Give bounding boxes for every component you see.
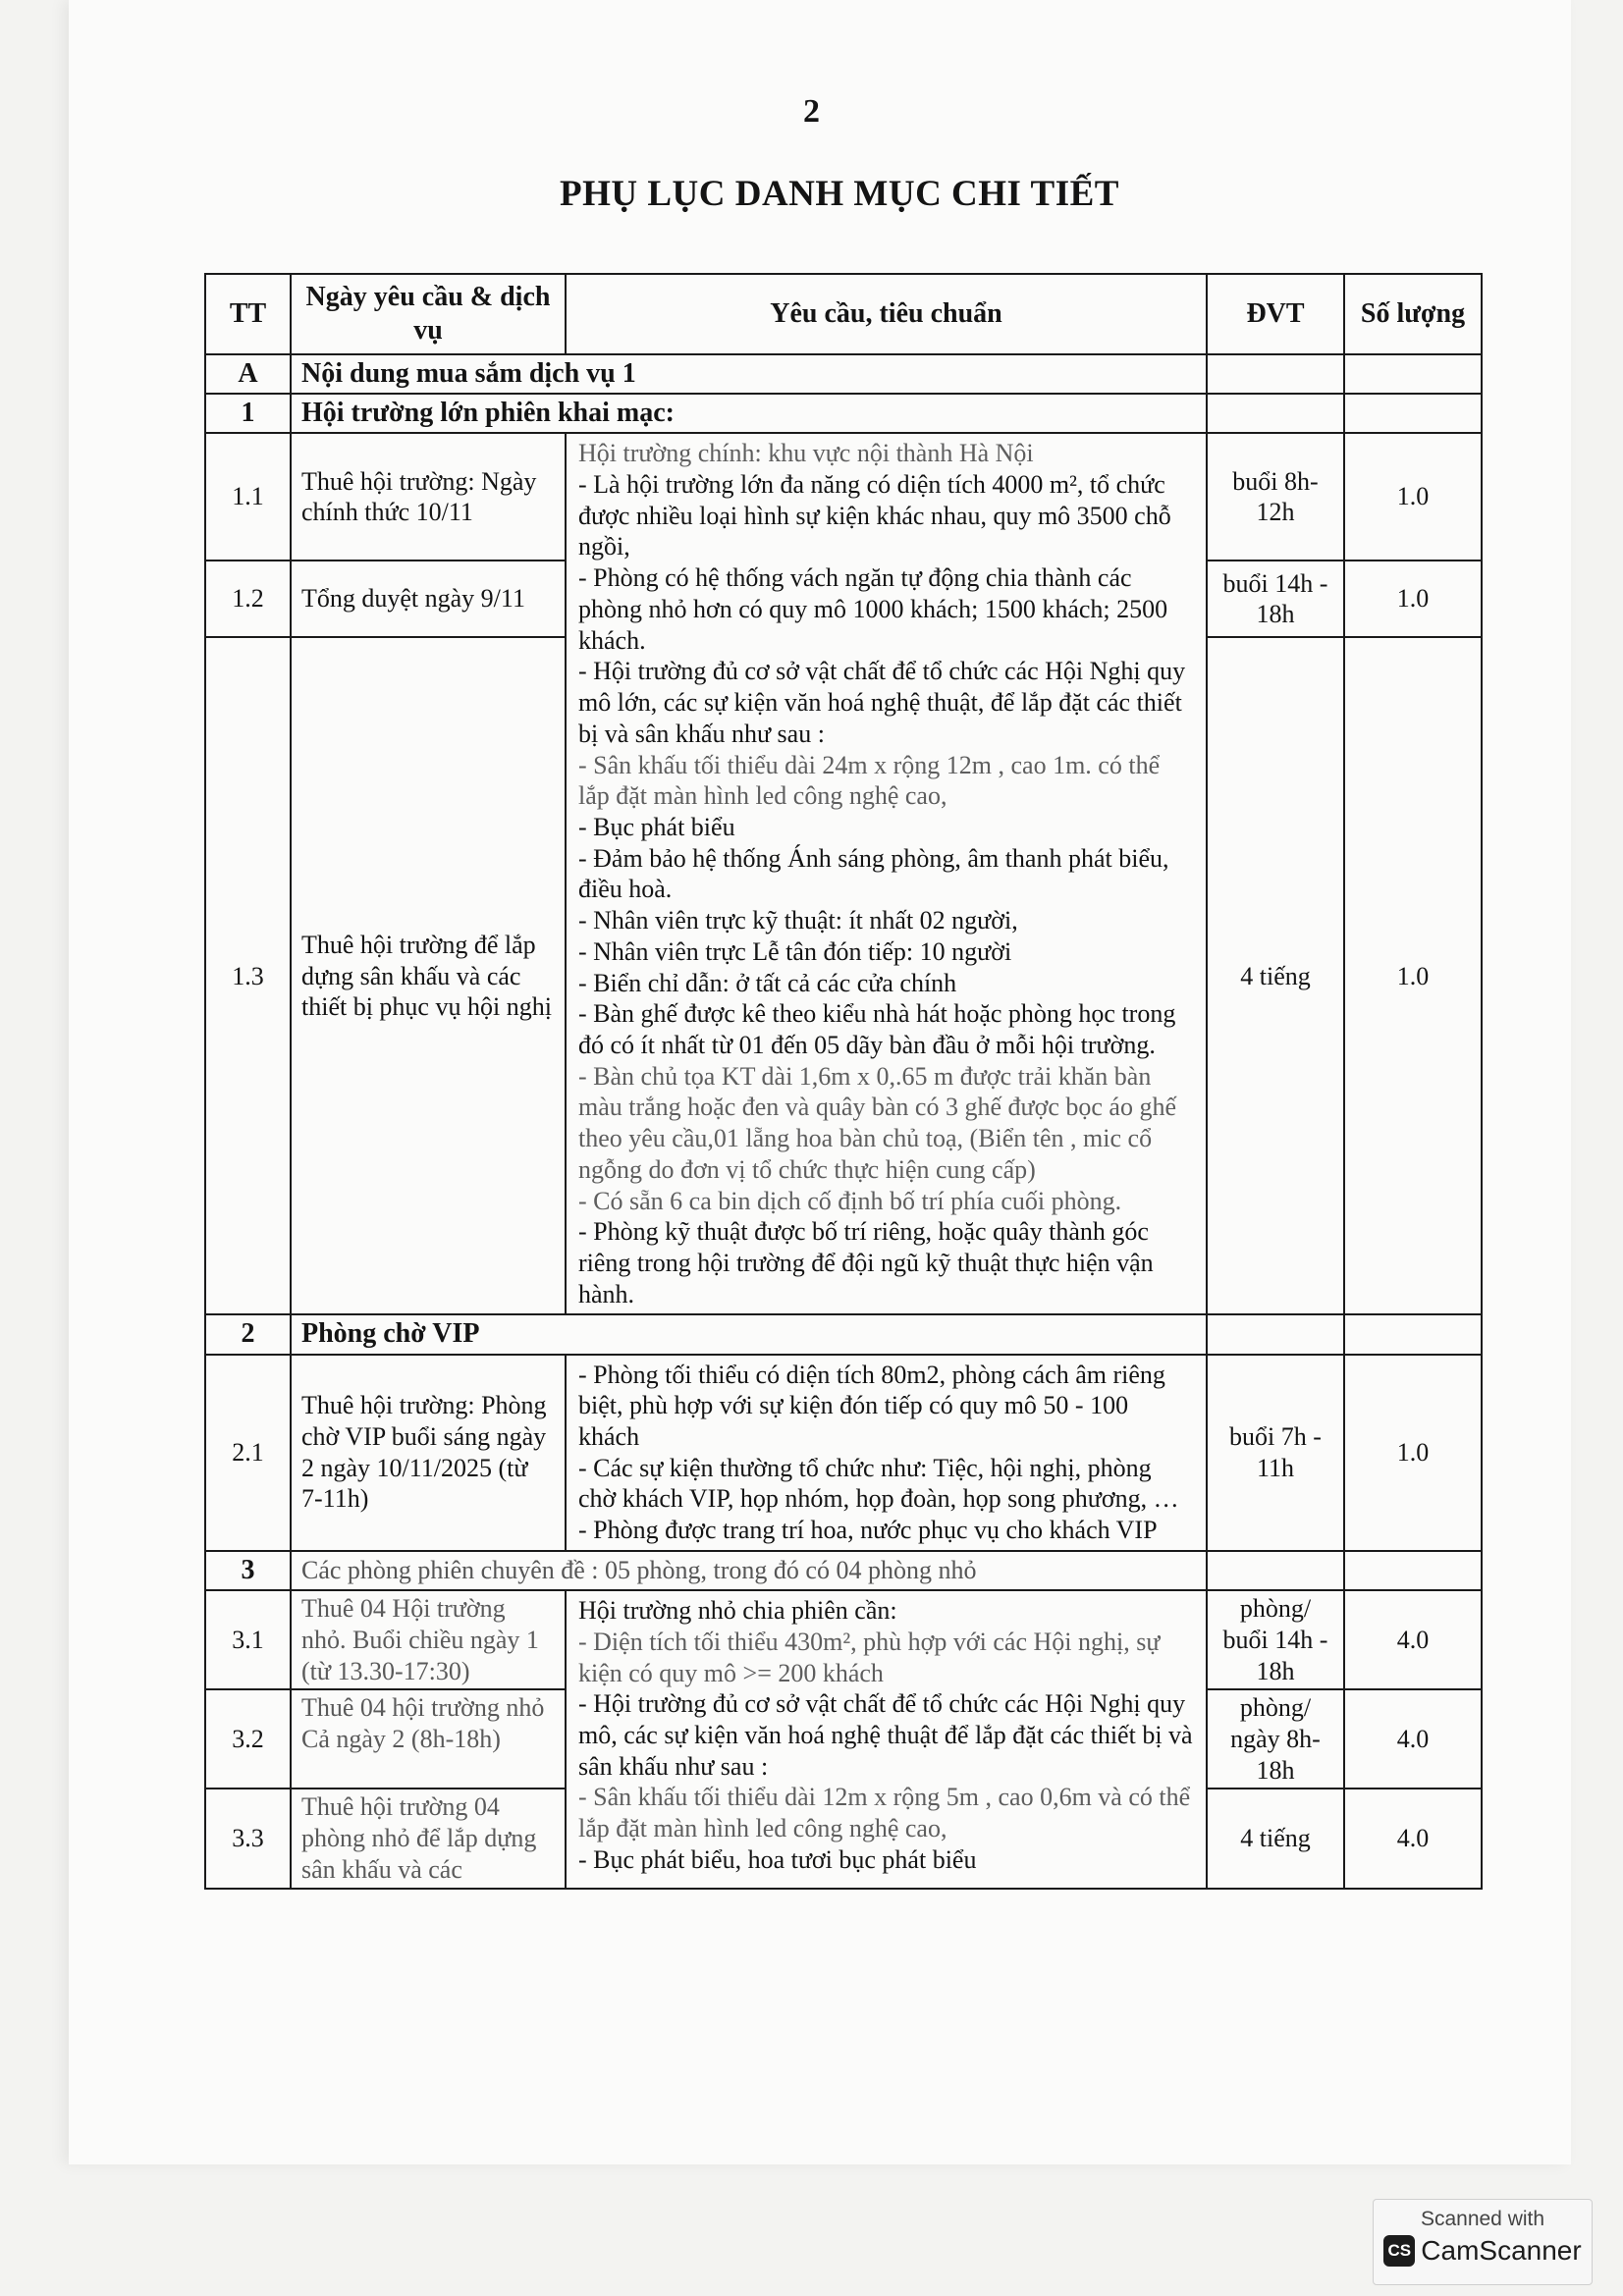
req-line: - Sân khấu tối thiểu dài 24m x rộng 12m , cao 1m. có thể lắp đặt màn hình led công nghệ cao, (578, 750, 1161, 811)
row-unit: phòng/ ngày 8h-18h (1207, 1689, 1344, 1789)
row-qty: 1.0 (1344, 561, 1482, 637)
req-line: - Bàn ghế được kê theo kiểu nhà hát hoặc phòng học trong đó có ít nhất từ 01 đến 05 dãy bàn đầu ở mỗi hội trường. (578, 999, 1176, 1059)
section-tt: 2 (205, 1314, 291, 1354)
row-unit: 4 tiếng (1207, 637, 1344, 1314)
watermark-brand (1374, 2235, 1592, 2267)
req-line: - Phòng được trang trí hoa, nước phục vụ cho khách VIP (578, 1516, 1158, 1545)
table-row-1-1 (205, 433, 1482, 561)
row-qty: 1.0 (1344, 1355, 1482, 1551)
req-line: - Các sự kiện thường tổ chức như: Tiệc, hội nghị, phòng chờ khách VIP, họp nhóm, họp đoàn, họp song phương, … (578, 1453, 1179, 1514)
row-qty: 4.0 (1344, 1789, 1482, 1888)
row-unit: buổi 8h-12h (1207, 433, 1344, 561)
header-requirements: Yêu cầu, tiêu chuẩn (566, 274, 1207, 354)
header-row (205, 274, 1482, 354)
req-line: Hội trường chính: khu vực nội thành Hà Nội (578, 439, 1034, 468)
req-line: - Diện tích tối thiểu 430m², phù hợp với các Hội nghị, sự kiện có quy mô >= 200 khách (578, 1627, 1161, 1687)
row-unit: phòng/ buổi 14h - 18h (1207, 1590, 1344, 1689)
row-qty: 1.0 (1344, 433, 1482, 561)
row-qty: 4.0 (1344, 1689, 1482, 1789)
req-line: - Bục phát biểu, hoa tươi bục phát biểu (578, 1844, 977, 1874)
section-tt: 1 (205, 394, 291, 433)
req-line: - Sân khấu tối thiểu dài 12m x rộng 5m , cao 0,6m và có thể lắp đặt màn hình led công nghệ cao, (578, 1783, 1191, 1843)
header-service: Ngày yêu cầu & dịch vụ (291, 274, 566, 354)
header-tt: TT (205, 274, 291, 354)
row-unit: 4 tiếng (1207, 1789, 1344, 1888)
req-line: - Nhân viên trực Lễ tân đón tiếp: 10 người (578, 936, 1012, 966)
section-title: Nội dung mua sắm dịch vụ 1 (291, 354, 1207, 394)
req-line: - Bàn chủ tọa KT dài 1,6m x 0,.65 m được trải khăn bàn màu trắng hoặc đen và quây bàn có 3 ghế được bọc áo ghế theo yêu cầu,01 lẵng hoa bàn chủ toạ, (Biển tên , mic cổ ngỗng do đơn vị tổ chức thực hiện cung cấp) (578, 1061, 1177, 1184)
req-line: - Phòng kỹ thuật được bố trí riêng, hoặc quây thành góc riêng trong hội trường để đội ngũ kỹ thuật thực hiện vận hành. (578, 1217, 1154, 1308)
section-title: Phòng chờ VIP (291, 1314, 1207, 1354)
req-line: - Có sẵn 6 ca bin dịch cố định bố trí phía cuối phòng. (578, 1186, 1122, 1215)
req-line: - Phòng tối thiểu có diện tích 80m2, phòng cách âm riêng biệt, phù hợp với sự kiện đón tiếp có quy mô 50 - 100 khách (578, 1360, 1165, 1452)
detail-table (204, 273, 1483, 1890)
req-line: - Phòng có hệ thống vách ngăn tự động chia thành các phòng nhỏ hơn có quy mô 1000 khách; 1500 khách; 2500 khách. (578, 563, 1168, 655)
header-unit: ĐVT (1207, 274, 1344, 354)
row-unit: buổi 14h - 18h (1207, 561, 1344, 637)
row-tt: 1.1 (205, 433, 291, 561)
req-line: - Bục phát biểu (578, 812, 735, 841)
row-service: Thuê hội trường: Ngày chính thức 10/11 (291, 433, 566, 561)
page-number: 2 (803, 93, 820, 130)
section-row-3 (205, 1551, 1482, 1590)
row-tt: 1.3 (205, 637, 291, 1314)
row-qty: 4.0 (1344, 1590, 1482, 1689)
watermark-brand-name: CamScanner (1421, 2235, 1582, 2266)
row-service: Thuê hội trường: Phòng chờ VIP buổi sáng ngày 2 ngày 10/11/2025 (từ 7-11h) (291, 1355, 566, 1551)
requirements-cell-1 (566, 433, 1207, 1314)
watermark-caption: Scanned with (1420, 2208, 1545, 2230)
row-qty: 1.0 (1344, 637, 1482, 1314)
row-service: Thuê hội trường để lắp dựng sân khấu và các thiết bị phục vụ hội nghị (291, 637, 566, 1314)
req-line: - Hội trường đủ cơ sở vật chất để tổ chức các Hội Nghị quy mô lớn, các sự kiện văn hoá nghệ thuật, để lắp đặt các thiết bị và sân khấu như sau : (578, 657, 1186, 748)
section-row-2 (205, 1314, 1482, 1354)
row-tt: 3.1 (205, 1590, 291, 1689)
section-row-A (205, 354, 1482, 394)
req-line: - Nhân viên trực kỹ thuật: ít nhất 02 người, (578, 906, 1018, 935)
req-line: - Đảm bảo hệ thống Ánh sáng phòng, âm thanh phát biểu, điều hoà. (578, 843, 1169, 904)
document-title: PHỤ LỤC DANH MỤC CHI TIẾT (560, 174, 1119, 214)
table-row-2-1 (205, 1355, 1482, 1551)
section-title: Các phòng phiên chuyên đề : 05 phòng, trong đó có 04 phòng nhỏ (291, 1551, 1207, 1590)
row-tt: 2.1 (205, 1355, 291, 1551)
row-service: Tổng duyệt ngày 9/11 (291, 561, 566, 637)
req-line: Hội trường nhỏ chia phiên cần: (578, 1596, 897, 1626)
row-unit: buổi 7h - 11h (1207, 1355, 1344, 1551)
row-tt: 1.2 (205, 561, 291, 637)
row-tt: 3.3 (205, 1789, 291, 1888)
requirements-cell-2 (566, 1355, 1207, 1551)
row-service: Thuê 04 Hội trường nhỏ. Buổi chiều ngày 1 (từ 13.30-17:30) (291, 1590, 566, 1689)
req-line: - Hội trường đủ cơ sở vật chất để tổ chức các Hội Nghị quy mô, các sự kiện văn hoá nghệ thuật để lắp đặt các thiết bị và sân khấu như sau : (578, 1689, 1193, 1781)
section-title: Hội trường lớn phiên khai mạc: (291, 394, 1207, 433)
req-line: - Là hội trường lớn đa năng có diện tích 4000 m², tổ chức được nhiều loại hình sự kiện khác nhau, quy mô 3500 chỗ ngồi, (578, 470, 1171, 561)
requirements-cell-3 (566, 1590, 1207, 1888)
req-line: - Biển chỉ dẫn: ở tất cả các cửa chính (578, 968, 957, 997)
section-tt: 3 (205, 1551, 291, 1590)
row-service: Thuê 04 hội trường nhỏ Cả ngày 2 (8h-18h) (291, 1689, 566, 1789)
header-qty: Số lượng (1344, 274, 1482, 354)
camscanner-watermark (1373, 2199, 1593, 2285)
row-service: Thuê hội trường 04 phòng nhỏ để lắp dựng sân khấu và các (291, 1789, 566, 1888)
section-tt: A (205, 354, 291, 394)
row-tt: 3.2 (205, 1689, 291, 1789)
table-row-3-1 (205, 1590, 1482, 1689)
section-row-1 (205, 394, 1482, 433)
camscanner-logo-icon: CS (1383, 2235, 1415, 2267)
